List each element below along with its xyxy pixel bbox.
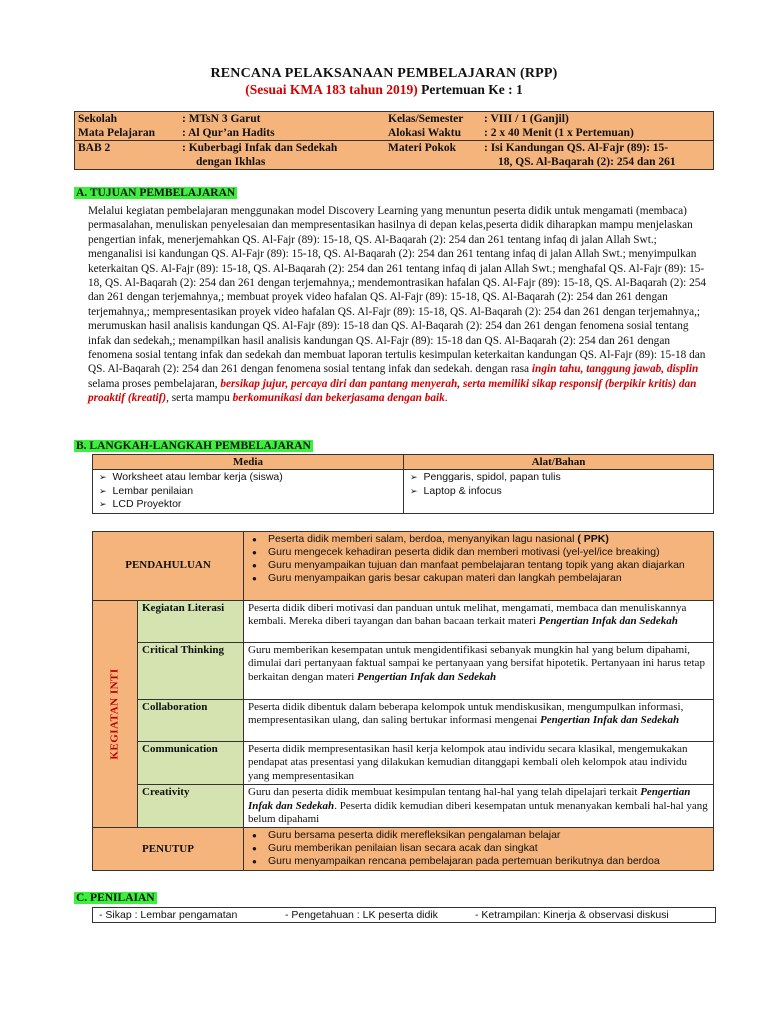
penutup-item: ● Guru menyampaikan rencana pembelajaran pada pertemuan berikutnya dan berdoa <box>248 855 709 868</box>
penutup-item: ● Guru bersama peserta didik merefleksikan pengalaman belajar <box>248 829 709 842</box>
kelas-value: : VIII / 1 (Ganjil) <box>481 112 714 127</box>
kegiatan-inti-label: KEGIATAN INTI <box>108 668 121 760</box>
pendahuluan-item: ● Guru mengecek kehadiran peserta didik dan memberi motivasi (yel-yel/ice breaking) <box>248 546 709 559</box>
bab-value-line2: dengan Ikhlas <box>196 156 266 168</box>
pendahuluan-item: ● Guru menyampaikan tujuan dan manfaat pembelajaran tentang topik yang akan diajarkan <box>248 559 709 572</box>
pendahuluan-item: ● Peserta didik memberi salam, berdoa, menyanyikan lagu nasional ( PPK) <box>248 533 709 546</box>
critical-thinking-name: Critical Thinking <box>138 643 244 700</box>
pendahuluan-content <box>244 532 714 601</box>
creativity-content: Guru dan peserta didik membuat kesimpulan tentang hal-hal yang telah dipelajari terkait Pengertian Infak dan Sedekah. Peserta didik kemudian diberi kesempatan untuk menanyakan kembali hal-hal yang belum dipahami <box>244 785 714 828</box>
literasi-content: Peserta didik diberi motivasi dan panduan untuk melihat, mengamati, membaca dan menuliskannya kembali. Mereka diberi tayangan dan bahan bacaan terkait materi Pengertian Infak dan Sedekah <box>244 601 714 643</box>
mapel-value: : Al Qur’an Hadits <box>179 126 385 141</box>
penutup-label: PENUTUP <box>93 828 244 871</box>
tujuan-emphasis-2: bersikap jujur, percaya diri dan pantang menyerah, serta memiliki sikap responsif (berpikir kritis) dan proaktif (kreatif) <box>88 377 697 405</box>
penilaian-sikap: - Sikap : Lembar pengamatan <box>99 909 238 921</box>
alat-item: ➢ Laptop & infocus <box>410 485 707 499</box>
steps-table <box>92 531 714 871</box>
alokasi-label: Alokasi Waktu <box>385 126 481 141</box>
sekolah-value: : MTsN 3 Garut <box>179 112 385 127</box>
tujuan-mid-2: , serta mampu <box>166 392 233 405</box>
penutup-list <box>248 829 709 868</box>
media-header: Media <box>93 455 404 470</box>
subtitle-pertemuan: Pertemuan Ke : 1 <box>421 82 523 97</box>
media-item: ➢ Lembar penilaian <box>99 485 397 499</box>
penutup-item: ● Guru memberikan penilaian lisan secara acak dan singkat <box>248 842 709 855</box>
subtitle-kma: (Sesuai KMA 183 tahun 2019) <box>245 82 418 97</box>
section-a-heading: A. TUJUAN PEMBELAJARAN <box>76 187 236 199</box>
tujuan-mid-1: selama proses pembelajaran, <box>88 377 221 390</box>
penilaian-pengetahuan: - Pengetahuan : LK peserta didik <box>285 909 438 921</box>
bab-value <box>179 141 385 170</box>
alat-item: ➢ Penggaris, spidol, papan tulis <box>410 471 707 485</box>
bab-label: BAB 2 <box>75 141 180 170</box>
tujuan-text: Melalui kegiatan pembelajaran menggunakan model Discovery Learning yang menuntun peserta didik untuk mengamati (membaca) permasalahan, menuliskan penyelesaian dan mempresentasikan hasilnya di depan kelas,peserta didik diharapkan mampu menjelaskan pengertian infak, menerjemahkan QS. Al-Fajr (89): 15-18, QS. Al-Baqarah (2): 254 dan 261 tentang infaq di jalan Allah Swt.; menganalisi isi kandungan QS. Al-Fajr (89): 15-18, QS. Al-Baqarah (2): 254 dan 261 tentang infaq di jalan Allah Swt.; menyimpulkan keterkaitan QS. Al-Fajr (89): 15-18, QS. Al-Baqarah (2): 254 dan 261 tentang infaq di jalan Allah Swt.; menghafal QS. Al-Fajr (89): 15-18, QS. Al-Baqarah (2): 254 dan 261 dengan terjemahnya,; mendemontrasikan hafalan QS. Al-Fajr (89): 15-18, QS. Al-Baqarah (2): 254 dan 261 dengan terjemahnya,; membuat proyek video hafalan QS. Al-Fajr (89): 15-18, QS. Al-Baqarah (2): 254 dan 261 dengan terjemahnya,; mempresentasikan proyek video hafalan QS. Al-Fajr (89): 15-18, QS. Al-Baqarah (2): 254 dan 261 dengan terjemahnya,; merumuskan hasil analisis kandungan QS. Al-Fajr (89): 15-18 dan QS. Al-Baqarah (2): 254 dan 261 dengan fenomena sosial tentang infak dan sedekah,; menampilkan hasil analisis kandungan QS. Al-Fajr (89): 15-18 dan QS. Al-Baqarah (2): 254 dan 261 dengan fenomena sosial tentang infak dan sedekah dan membuat laporan tertulis kesimpulan keterkaitan kandungan QS. Al-Fajr (89): 15-18 dan QS. Al-Baqarah (2): 254 dan 261 dengan fenomena sosial tentang infak dan sedekah. dengan rasa <box>88 205 707 376</box>
materi-value-line2: 18, QS. Al-Baqarah (2): 254 dan 261 <box>498 156 676 168</box>
tujuan-end: . <box>444 392 448 405</box>
tujuan-paragraph <box>88 204 712 406</box>
section-c-heading: C. PENILAIAN <box>76 892 155 904</box>
document-title: RENCANA PELAKSANAAN PEMBELAJARAN (RPP) <box>210 66 558 81</box>
bab-value-line1: : Kuberbagi Infak dan Sedekah <box>182 142 338 154</box>
creativity-name: Creativity <box>138 785 244 828</box>
collaboration-name: Collaboration <box>138 700 244 742</box>
penilaian-row <box>92 907 716 923</box>
alat-header: Alat/Bahan <box>404 455 714 470</box>
sekolah-label: Sekolah <box>75 112 180 127</box>
alokasi-value: : 2 x 40 Menit (1 x Pertemuan) <box>481 126 714 141</box>
penilaian-keterampilan: - Ketrampilan: Kinerja & observasi diskusi <box>475 909 669 921</box>
pendahuluan-item: ● Guru menyampaikan garis besar cakupan materi dan langkah pembelajaran <box>248 572 709 585</box>
kelas-label: Kelas/Semester <box>385 112 481 127</box>
tujuan-emphasis-3: berkomunikasi dan bekerjasama dengan baik <box>232 392 445 405</box>
identity-table <box>74 111 714 170</box>
document-subtitle <box>0 82 768 98</box>
materi-value <box>481 141 714 170</box>
collaboration-content: Peserta didik dibentuk dalam beberapa kelompok untuk mendiskusikan, mengumpulkan informasi, mempresentasikan ulang, dan saling bertukar informasi mengenai Pengertian Infak dan Sedekah <box>244 700 714 742</box>
alat-list <box>404 470 714 514</box>
communication-content: Peserta didik mempresentasikan hasil kerja kelompok atau individu secara klasikal, mengemukakan pendapat atas presentasi yang dilakukan kemudian ditanggapi kembali oleh kelompok atau individu yang mempresentasikan <box>244 742 714 785</box>
kegiatan-inti-label-cell <box>93 601 138 828</box>
media-list <box>93 470 404 514</box>
tujuan-emphasis-1: ingin tahu, tanggung jawab, displin <box>531 363 699 376</box>
pendahuluan-list <box>248 533 709 585</box>
materi-label: Materi Pokok <box>385 141 481 170</box>
pendahuluan-label: PENDAHULUAN <box>93 532 244 601</box>
media-item: ➢ LCD Proyektor <box>99 498 397 512</box>
communication-name: Communication <box>138 742 244 785</box>
critical-thinking-content: Guru memberikan kesempatan untuk mengidentifikasi sebanyak mungkin hal yang belum dipahami, dimulai dari pertanyaan faktual sampai ke pertanyaan yang bersifat hipotetik. Pertanyaan ini harus tetap berkaitan dengan materi Pengertian Infak dan Sedekah <box>244 643 714 700</box>
mapel-label: Mata Pelajaran <box>75 126 180 141</box>
media-item: ➢ Worksheet atau lembar kerja (siswa) <box>99 471 397 485</box>
section-b-heading: B. LANGKAH-LANGKAH PEMBELAJARAN <box>76 440 311 452</box>
literasi-name: Kegiatan Literasi <box>138 601 244 643</box>
penutup-content <box>244 828 714 871</box>
materi-value-line1: : Isi Kandungan QS. Al-Fajr (89): 15- <box>484 142 669 154</box>
media-table <box>92 454 714 514</box>
